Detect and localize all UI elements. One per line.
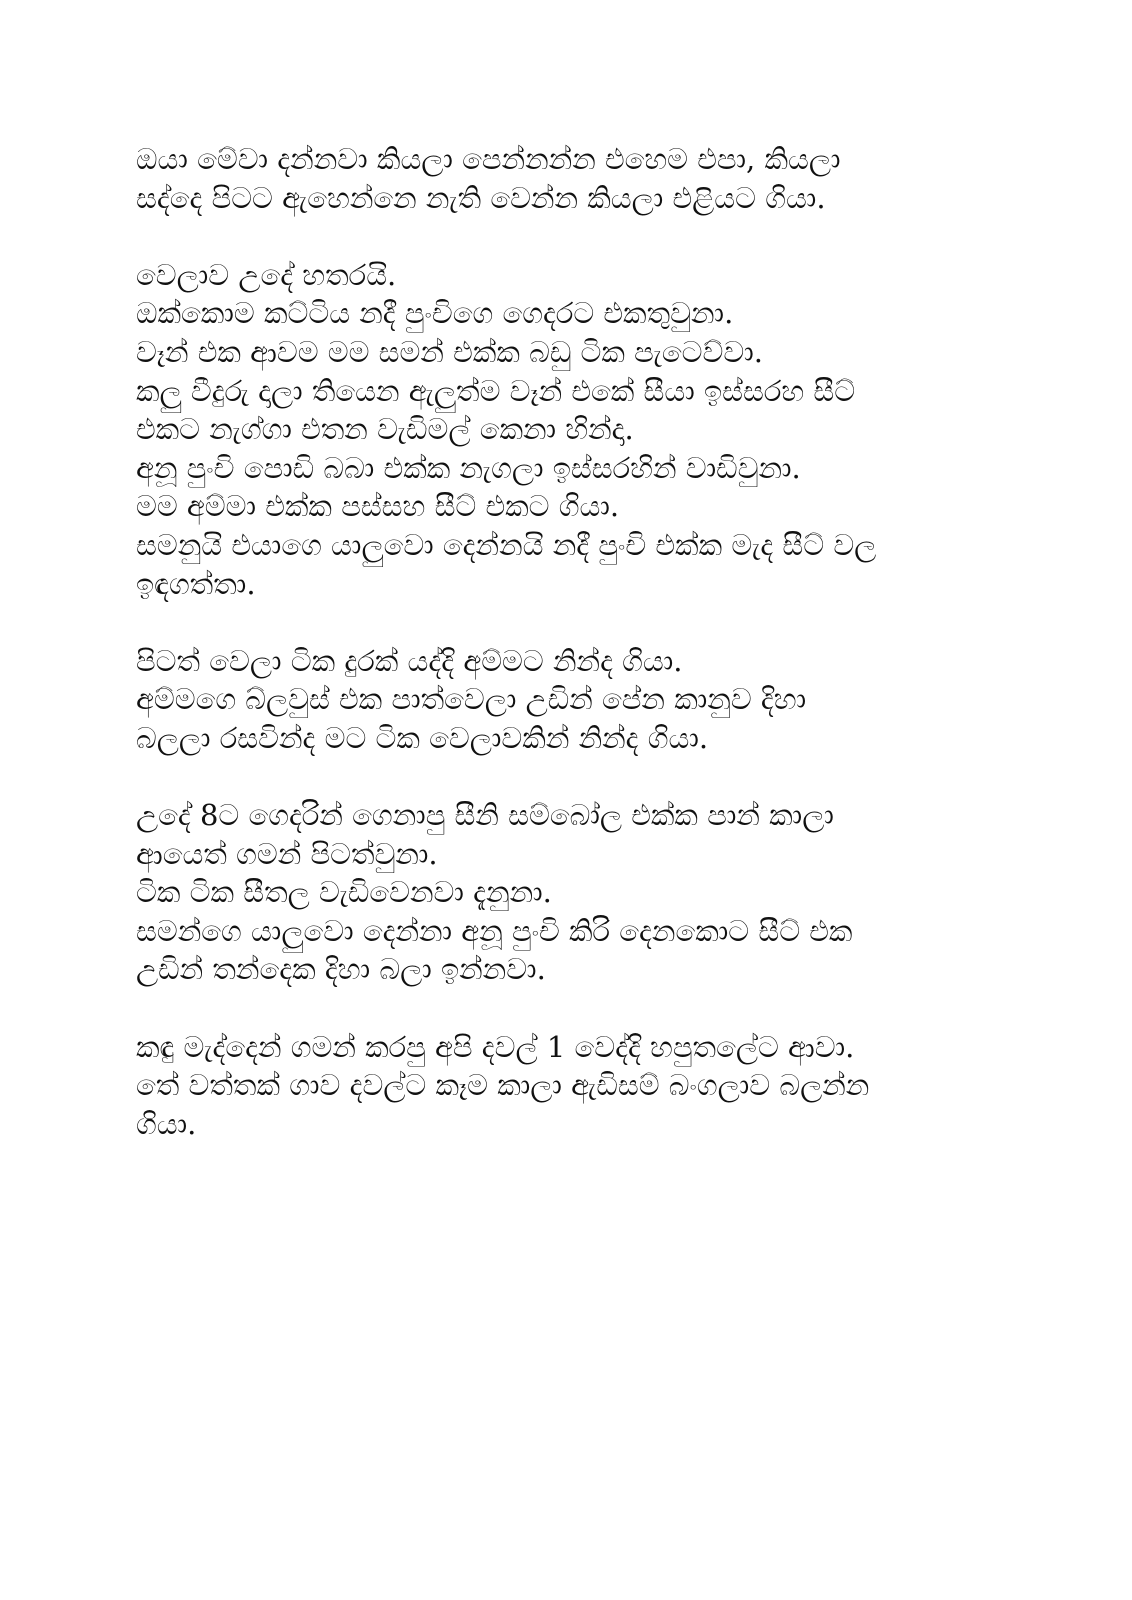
text-line: අනූ පුංචි පොඩි බබා එක්ක නැගලා ඉස්සරහින් වාඩිවුනා. (136, 450, 801, 485)
text-line: සමනුයි එයාගෙ යාලුවො දෙන්නයි නදී පුංචි එක්ක මැද සීට් වල (136, 527, 877, 562)
text-line: ගියා. (136, 1106, 197, 1141)
text-line: කලු වීදුරු දාලා තියෙන ඇලුත්ම වෑන් එකේ සීයා ඉස්සරහ සීට් (136, 373, 856, 408)
text-line: ඉඳගත්තා. (136, 566, 256, 601)
document-body (136, 140, 1036, 1182)
text-line: වෙලාව උදේ හතරයි. (136, 257, 397, 292)
text-line: වෑන් එක ආවම මම සමන් එක්ක බඩු ටික පැටෙව්වා. (136, 334, 763, 369)
paragraph-5 (136, 1028, 1036, 1144)
text-line: සමන්ගෙ යාලුවො දෙන්නා අනූ පුංචි කිරි දෙනකොට සීට් එක (136, 913, 853, 948)
text-line: ඔයා මේවා දන්නවා කියලා පෙන්නන්න එහෙම එපා, කියලා (136, 142, 841, 176)
text-line: උදේ 8ට ගෙදරින් ගෙනාපු සීනි සම්බෝල එක්ක පාන් කාලා (136, 798, 834, 833)
text-line: කඳු මැද්දෙන් ගමන් කරපු අපි දවල් 1 වෙද්දි හපුතලේට ආවා. (136, 1029, 855, 1064)
paragraph-4 (136, 796, 1036, 989)
text-line: එකට නැග්ගා එතන වැඩිමල් කෙනා හින්දා. (136, 412, 634, 447)
text-line: තේ වත්තක් ගාව දවල්ට කෑම කාලා ඇඩිසම් බංගලාව බලන්න (136, 1068, 870, 1103)
paragraph-1 (136, 140, 1036, 217)
text-line: ආයෙත් ගමන් පිටත්වුනා. (136, 836, 438, 871)
paragraph-2 (136, 256, 1036, 603)
text-line: ටික ටික සීතල වැඩිවෙනවා දැනුනා. (136, 875, 552, 910)
text-line: පිටත් වෙලා ටික දුරක් යද්දි අම්මට නින්ද ගියා. (136, 643, 683, 678)
text-line: සද්දෙ පිටට ඇහෙන්නෙ නැති වෙන්න කියලා එළියට ගියා. (136, 180, 826, 215)
text-line: ඔක්කොම කට්ටිය නදී පුංචිගෙ ගෙදරට එකතුවුනා. (136, 296, 734, 331)
paragraph-3 (136, 642, 1036, 758)
text-line: මම අම්මා එක්ක පස්සහ සීට් එකට ගියා. (136, 489, 620, 524)
text-line: උඩින් තන්දෙක දිහා බලා ඉන්නවා. (136, 952, 546, 987)
text-line: අම්මගෙ බ්ලවුස් එක පාත්වෙලා උඩින් පේන කානුව දිහා (136, 682, 807, 717)
text-line: බලලා රසවින්ද මට ටික වෙලාවකින් නින්ද ගියා. (136, 720, 709, 755)
